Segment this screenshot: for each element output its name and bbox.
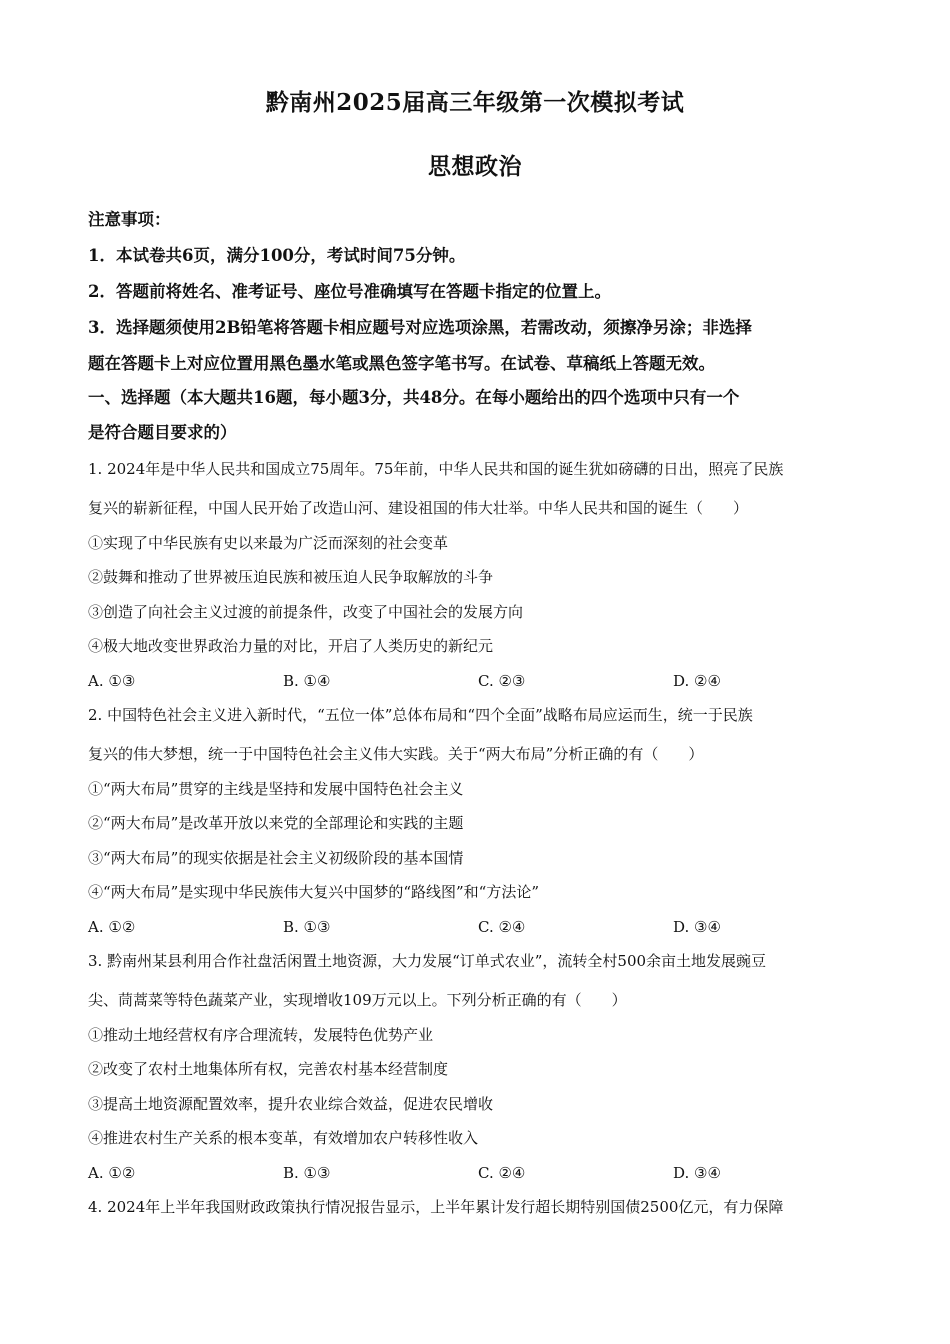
- notes-item: 题在答题卡上对应位置用黑色墨水笔或黑色签字笔书写。在试卷、草稿纸上答题无效。: [88, 354, 715, 373]
- notes-item: 2．答题前将姓名、准考证号、座位号准确填写在答题卡指定的位置上。: [88, 282, 611, 301]
- choice-c: C. ②④: [478, 917, 526, 936]
- question-option: ③提高土地资源配置效率，提升农业综合效益，促进农民增收: [88, 1094, 494, 1113]
- choice-b: B. ①④: [283, 671, 331, 690]
- question-stem: 4. 2024年上半年我国财政政策执行情况报告显示，上半年累计发行超长期特别国债2500亿元，有力保障: [88, 1198, 784, 1216]
- choice-a: A. ①②: [88, 1163, 136, 1182]
- choice-d: D. ③④: [673, 917, 721, 936]
- question-3: [88, 944, 868, 1190]
- question-option: ④极大地改变世界政治力量的对比，开启了人类历史的新纪元: [88, 637, 494, 655]
- question-option: ①“两大布局”贯穿的主线是坚持和发展中国特色社会主义: [88, 779, 464, 798]
- exam-title: 黔南州2025届高三年级第一次模拟考试: [265, 89, 685, 116]
- question-2: [88, 698, 868, 944]
- section-heading: [88, 380, 868, 450]
- question-option: ②改变了农村土地集体所有权，完善农村基本经营制度: [88, 1060, 449, 1078]
- question-stem: 复兴的崭新征程，中国人民开始了改造山河、建设祖国的伟大壮举。中华人民共和国的诞生（ ）: [88, 499, 749, 517]
- choice-d: D. ②④: [673, 671, 721, 690]
- question-option: ①实现了中华民族有史以来最为广泛而深刻的社会变革: [88, 533, 449, 552]
- question-option: ②鼓舞和推动了世界被压迫民族和被压迫人民争取解放的斗争: [88, 568, 494, 586]
- question-option: ③创造了向社会主义过渡的前提条件，改变了中国社会的发展方向: [88, 602, 524, 621]
- answer-choices: [88, 1156, 868, 1191]
- choice-d: D. ③④: [673, 1163, 721, 1182]
- question-option: ④“两大布局”是实现中华民族伟大复兴中国梦的“路线图”和“方法论”: [88, 883, 540, 901]
- notes-heading: 注意事项：: [88, 210, 171, 229]
- question-stem: 复兴的伟大梦想，统一于中国特色社会主义伟大实践。关于“两大布局”分析正确的有（ ）: [88, 745, 704, 763]
- question-stem: 2. 中国特色社会主义进入新时代，“五位一体”总体布局和“四个全面”战略布局应运而生，统一于民族: [88, 706, 753, 724]
- section-heading-line: 是符合题目要求的）: [88, 423, 237, 442]
- section-heading-line: 一、选择题（本大题共16题，每小题3分，共48分。在每小题给出的四个选项中只有一个: [88, 388, 740, 407]
- choice-c: C. ②④: [478, 1163, 526, 1182]
- question-stem: 尖、茼蒿菜等特色蔬菜产业，实现增收109万元以上。下列分析正确的有（ ）: [88, 991, 627, 1009]
- question-option: ①推动土地经营权有序合理流转，发展特色优势产业: [88, 1025, 434, 1044]
- question-option: ②“两大布局”是改革开放以来党的全部理论和实践的主题: [88, 814, 464, 832]
- notes-block: [88, 202, 868, 382]
- choice-c: C. ②③: [478, 671, 526, 690]
- question-stem: 1. 2024年是中华人民共和国成立75周年。75年前，中华人民共和国的诞生犹如磅礴的日出，照亮了民族: [88, 460, 784, 478]
- choice-a: A. ①②: [88, 917, 136, 936]
- choice-a: A. ①③: [88, 671, 136, 690]
- question-option: ③“两大布局”的现实依据是社会主义初级阶段的基本国情: [88, 848, 464, 867]
- answer-choices: [88, 910, 868, 945]
- questions-list: [88, 452, 868, 1229]
- answer-choices: [88, 664, 868, 699]
- choice-b: B. ①③: [283, 1163, 331, 1182]
- question-stem: 3. 黔南州某县利用合作社盘活闲置土地资源，大力发展“订单式农业”，流转全村500余亩土地发展豌豆: [88, 952, 767, 970]
- choice-b: B. ①③: [283, 917, 331, 936]
- question-option: ④推进农村生产关系的根本变革，有效增加农户转移性收入: [88, 1129, 479, 1147]
- subject-title: 思想政治: [428, 153, 522, 180]
- notes-item: 3．选择题须使用2B铅笔将答题卡相应题号对应选项涂黑，若需改动，须擦净另涂；非选择: [88, 318, 752, 337]
- question-1: [88, 452, 868, 698]
- question-4: [88, 1190, 868, 1229]
- notes-item: 1．本试卷共6页，满分100分，考试时间75分钟。: [88, 246, 466, 265]
